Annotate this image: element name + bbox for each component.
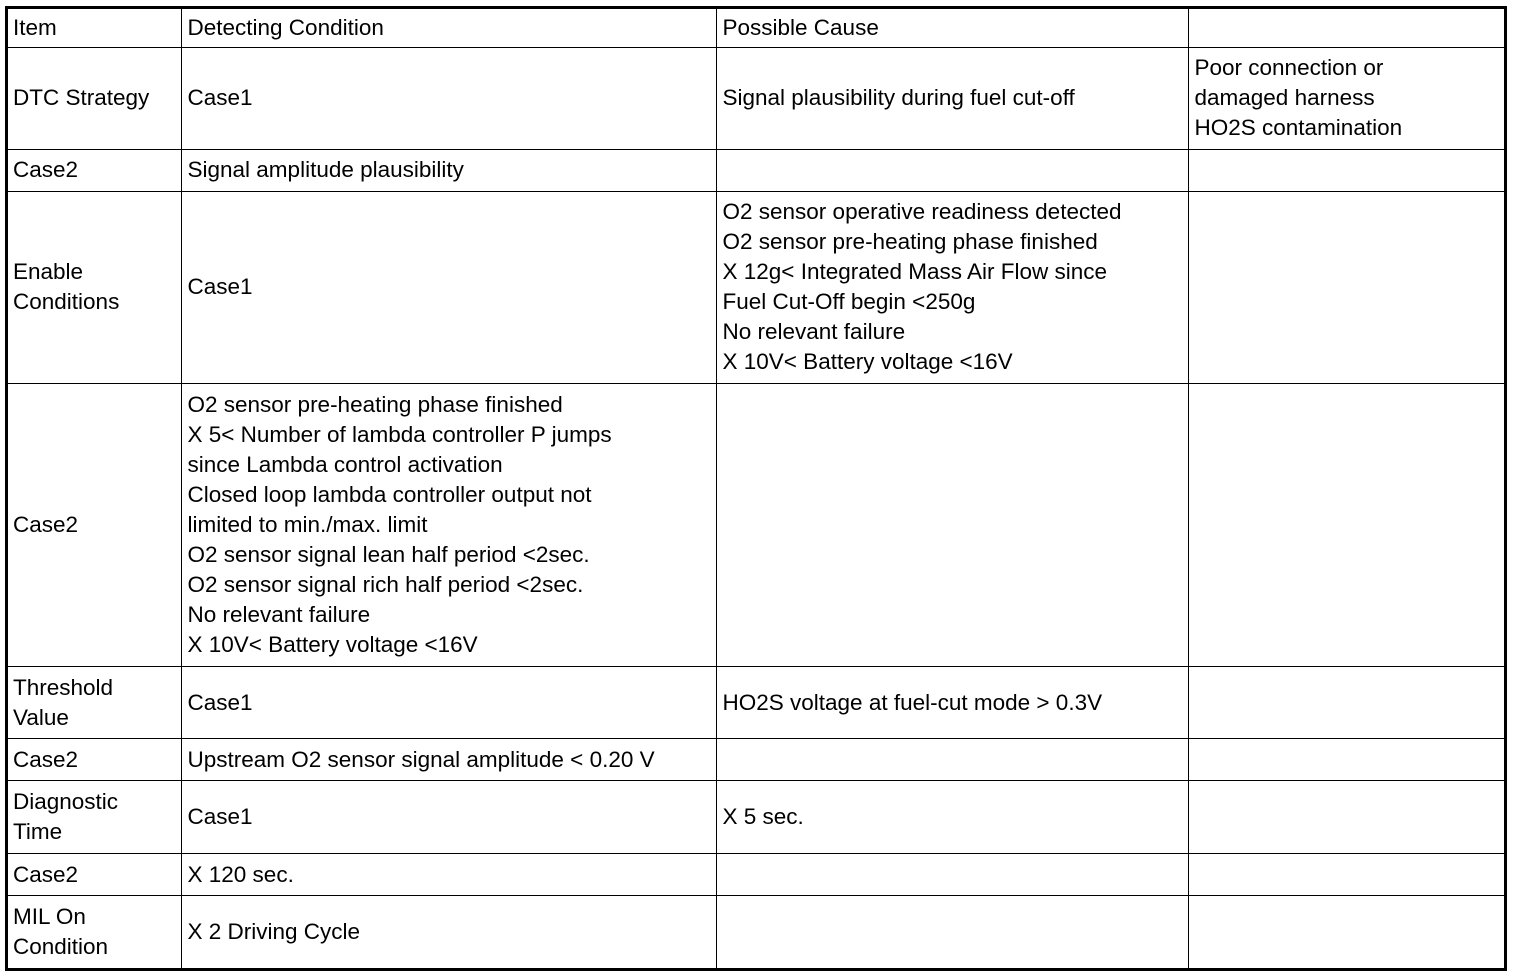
dtc-table-frame — [5, 6, 1507, 971]
cell-possible-cause: HO2S voltage at fuel-cut mode > 0.3V — [716, 667, 1188, 739]
cell-detecting-condition: Signal amplitude plausibility — [181, 149, 716, 191]
table-row — [8, 854, 1504, 896]
cell-item: DTC Strategy — [8, 47, 181, 149]
cell-extra — [1188, 739, 1504, 781]
cell-item: Case2 — [8, 383, 181, 666]
cell-detecting-condition: Upstream O2 sensor signal amplitude < 0.20 V — [181, 739, 716, 781]
header-item: Item — [8, 9, 181, 47]
table-row — [8, 667, 1504, 739]
cell-detecting-condition: Case1 — [181, 667, 716, 739]
cell-possible-cause: O2 sensor operative readiness detected O2 sensor pre-heating phase finished X 12g< Integrated Mass Air Flow since Fuel Cut-Off begin <250g No relevant failure X 10V< Battery voltage <16V — [716, 191, 1188, 383]
table-header-row — [8, 9, 1504, 47]
cell-possible-cause: Signal plausibility during fuel cut-off — [716, 47, 1188, 149]
cell-extra — [1188, 149, 1504, 191]
cell-item: Case2 — [8, 149, 181, 191]
cell-possible-cause — [716, 854, 1188, 896]
cell-detecting-condition: Case1 — [181, 47, 716, 149]
table-row — [8, 896, 1504, 968]
header-detecting-condition: Detecting Condition — [181, 9, 716, 47]
cell-extra — [1188, 191, 1504, 383]
table-row — [8, 739, 1504, 781]
cell-item: Diagnostic Time — [8, 781, 181, 854]
cell-item: MIL On Condition — [8, 896, 181, 968]
table-row — [8, 191, 1504, 383]
cell-item: Case2 — [8, 739, 181, 781]
cell-extra — [1188, 781, 1504, 854]
cell-extra — [1188, 896, 1504, 968]
header-blank — [1188, 9, 1504, 47]
cell-extra — [1188, 854, 1504, 896]
cell-item: Threshold Value — [8, 667, 181, 739]
cell-extra — [1188, 383, 1504, 666]
cell-possible-cause: X 5 sec. — [716, 781, 1188, 854]
table-row — [8, 149, 1504, 191]
cell-possible-cause — [716, 149, 1188, 191]
cell-detecting-condition: Case1 — [181, 191, 716, 383]
table-row — [8, 383, 1504, 666]
cell-possible-cause — [716, 739, 1188, 781]
table-row — [8, 47, 1504, 149]
header-possible-cause: Possible Cause — [716, 9, 1188, 47]
cell-possible-cause — [716, 383, 1188, 666]
cell-detecting-condition: X 120 sec. — [181, 854, 716, 896]
cell-item: Enable Conditions — [8, 191, 181, 383]
cell-detecting-condition: O2 sensor pre-heating phase finished X 5< Number of lambda controller P jumps since Lambda control activation Closed loop lambda controller output not limited to min./max. limit O2 sensor signal lean half period <2sec. O2 sensor signal rich half period <2sec. No relevant failure X 10V< Battery voltage <16V — [181, 383, 716, 666]
cell-item: Case2 — [8, 854, 181, 896]
table-row — [8, 781, 1504, 854]
cell-detecting-condition: X 2 Driving Cycle — [181, 896, 716, 968]
dtc-table — [8, 9, 1504, 968]
cell-possible-cause — [716, 896, 1188, 968]
cell-extra: Poor connection or damaged harness HO2S contamination — [1188, 47, 1504, 149]
cell-detecting-condition: Case1 — [181, 781, 716, 854]
cell-extra — [1188, 667, 1504, 739]
